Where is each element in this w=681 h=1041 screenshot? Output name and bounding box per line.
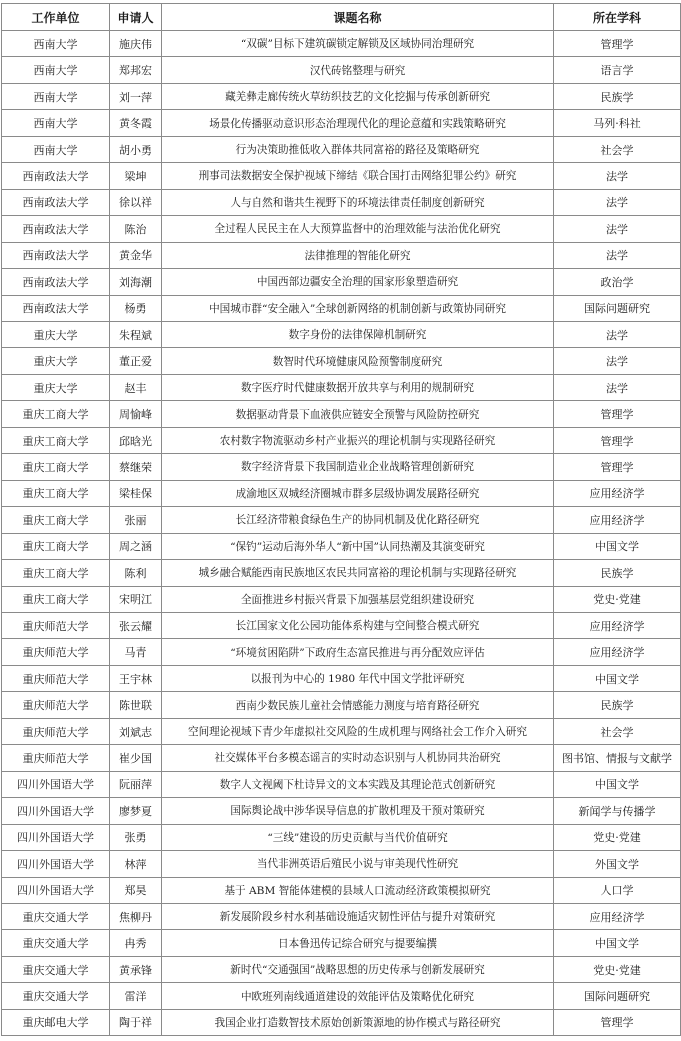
cell-applicant: 邱晗光 [110,427,162,453]
table-row [2,930,681,956]
cell-unit: 重庆交通大学 [2,903,110,929]
cell-unit: 四川外国语大学 [2,798,110,824]
cell-discipline: 政治学 [554,269,681,295]
cell-topic: 长江经济带粮食绿色生产的协同机制及优化路径研究 [162,507,554,533]
cell-discipline: 法学 [554,242,681,268]
cell-unit: 重庆邮电大学 [2,1009,110,1035]
cell-applicant: 董正爱 [110,348,162,374]
cell-discipline: 管理学 [554,427,681,453]
cell-applicant: 宋明江 [110,586,162,612]
table-row [2,956,681,982]
cell-unit: 重庆师范大学 [2,612,110,638]
table-row [2,560,681,586]
cell-topic: 藏羌彝走廊传统火草纺织技艺的文化挖掘与传承创新研究 [162,83,554,109]
cell-topic: 中国西部边疆安全治理的国家形象塑造研究 [162,269,554,295]
cell-unit: 四川外国语大学 [2,877,110,903]
cell-unit: 重庆交通大学 [2,956,110,982]
table-row [2,401,681,427]
cell-discipline: 国际问题研究 [554,295,681,321]
table-row [2,480,681,506]
cell-discipline: 法学 [554,374,681,400]
table-row [2,983,681,1009]
table-row [2,31,681,57]
table-row [2,83,681,109]
cell-applicant: 梁坤 [110,163,162,189]
cell-topic: 以报刊为中心的 1980 年代中国文学批评研究 [162,665,554,691]
table-row [2,612,681,638]
table-row [2,639,681,665]
cell-topic: 当代非洲英语后殖民小说与审美现代性研究 [162,851,554,877]
table-row [2,903,681,929]
cell-applicant: 徐以祥 [110,189,162,215]
cell-unit: 重庆交通大学 [2,930,110,956]
cell-discipline: 管理学 [554,401,681,427]
cell-applicant: 焦柳丹 [110,903,162,929]
cell-topic: 城乡融合赋能西南民族地区农民共同富裕的理论机制与实现路径研究 [162,560,554,586]
table-row [2,216,681,242]
cell-discipline: 图书馆、情报与文献学 [554,745,681,771]
cell-unit: 重庆工商大学 [2,427,110,453]
cell-topic: 全面推进乡村振兴背景下加强基层党组织建设研究 [162,586,554,612]
cell-discipline: 外国文学 [554,851,681,877]
cell-topic: “双碳”目标下建筑碳锁定解锁及区域协同治理研究 [162,31,554,57]
table-row [2,507,681,533]
cell-discipline: 中国文学 [554,533,681,559]
cell-discipline: 管理学 [554,31,681,57]
table-row [2,189,681,215]
cell-applicant: 施庆伟 [110,31,162,57]
cell-discipline: 马列·科社 [554,110,681,136]
cell-topic: “保钓”运动后海外华人“新中国”认同热潮及其演变研究 [162,533,554,559]
cell-discipline: 党史·党建 [554,586,681,612]
cell-unit: 西南政法大学 [2,163,110,189]
table-row [2,851,681,877]
cell-topic: 我国企业打造数智技术原始创新策源地的协作模式与路径研究 [162,1009,554,1035]
cell-applicant: 张勇 [110,824,162,850]
cell-unit: 重庆工商大学 [2,533,110,559]
cell-unit: 重庆大学 [2,374,110,400]
cell-unit: 重庆工商大学 [2,560,110,586]
table-row [2,295,681,321]
cell-unit: 西南政法大学 [2,295,110,321]
cell-applicant: 郑昊 [110,877,162,903]
cell-unit: 重庆师范大学 [2,692,110,718]
cell-unit: 重庆工商大学 [2,401,110,427]
project-table [1,3,681,1036]
cell-discipline: 民族学 [554,692,681,718]
cell-discipline: 民族学 [554,83,681,109]
cell-applicant: 黄承锋 [110,956,162,982]
cell-topic: 中欧班列南线通道建设的效能评估及策略优化研究 [162,983,554,1009]
table-row [2,665,681,691]
cell-unit: 西南大学 [2,110,110,136]
cell-discipline: 法学 [554,189,681,215]
table-row [2,163,681,189]
cell-discipline: 国际问题研究 [554,983,681,1009]
table-row [2,798,681,824]
cell-applicant: 周愉峰 [110,401,162,427]
cell-discipline: 语言学 [554,57,681,83]
cell-applicant: 梁桂保 [110,480,162,506]
cell-discipline: 管理学 [554,1009,681,1035]
table-row [2,427,681,453]
cell-topic: 数据驱动背景下血液供应链安全预警与风险防控研究 [162,401,554,427]
cell-topic: 数字医疗时代健康数据开放共享与利用的规制研究 [162,374,554,400]
cell-unit: 四川外国语大学 [2,851,110,877]
cell-unit: 重庆工商大学 [2,507,110,533]
cell-discipline: 法学 [554,348,681,374]
cell-applicant: 黄金华 [110,242,162,268]
cell-applicant: 陶于祥 [110,1009,162,1035]
cell-discipline: 社会学 [554,136,681,162]
cell-unit: 重庆师范大学 [2,745,110,771]
cell-topic: 新发展阶段乡村水利基础设施适灾韧性评估与提升对策研究 [162,903,554,929]
header-row [2,4,681,31]
cell-applicant: 陈利 [110,560,162,586]
cell-discipline: 法学 [554,216,681,242]
cell-discipline: 党史·党建 [554,824,681,850]
table-row [2,454,681,480]
table-row [2,877,681,903]
cell-applicant: 陈治 [110,216,162,242]
cell-topic: 刑事司法数据安全保护视域下缔结《联合国打击网络犯罪公约》研究 [162,163,554,189]
cell-unit: 重庆工商大学 [2,480,110,506]
cell-discipline: 社会学 [554,718,681,744]
table-row [2,533,681,559]
cell-applicant: 刘一萍 [110,83,162,109]
cell-unit: 重庆交通大学 [2,983,110,1009]
cell-applicant: 蔡继荣 [110,454,162,480]
cell-topic: 农村数字物流驱动乡村产业振兴的理论机制与实现路径研究 [162,427,554,453]
cell-discipline: 法学 [554,163,681,189]
table-row [2,321,681,347]
cell-topic: “三线”建设的历史贡献与当代价值研究 [162,824,554,850]
cell-topic: 法律推理的智能化研究 [162,242,554,268]
cell-unit: 重庆大学 [2,321,110,347]
cell-discipline: 民族学 [554,560,681,586]
cell-discipline: 应用经济学 [554,612,681,638]
cell-unit: 四川外国语大学 [2,771,110,797]
cell-discipline: 人口学 [554,877,681,903]
table-row [2,745,681,771]
cell-topic: 西南少数民族儿童社会情感能力测度与培育路径研究 [162,692,554,718]
cell-topic: 人与自然和谐共生视野下的环境法律责任制度创新研究 [162,189,554,215]
table-row [2,771,681,797]
cell-discipline: 应用经济学 [554,480,681,506]
table-row [2,57,681,83]
cell-discipline: 应用经济学 [554,903,681,929]
cell-topic: 社交媒体平台多模态谣言的实时动态识别与人机协同共治研究 [162,745,554,771]
cell-applicant: 雷洋 [110,983,162,1009]
cell-unit: 重庆工商大学 [2,586,110,612]
cell-topic: 汉代砖铭整理与研究 [162,57,554,83]
table-row [2,374,681,400]
cell-topic: 数字身份的法律保障机制研究 [162,321,554,347]
cell-topic: 日本鲁迅传记综合研究与提要编撰 [162,930,554,956]
cell-topic: 中国城市群“安全融入”全球创新网络的机制创新与政策协同研究 [162,295,554,321]
cell-unit: 西南政法大学 [2,269,110,295]
table-row [2,269,681,295]
cell-applicant: 冉秀 [110,930,162,956]
cell-unit: 四川外国语大学 [2,824,110,850]
table-row [2,824,681,850]
cell-applicant: 刘斌志 [110,718,162,744]
cell-topic: 全过程人民民主在人大预算监督中的治理效能与法治优化研究 [162,216,554,242]
cell-applicant: 张云耀 [110,612,162,638]
cell-applicant: 杨勇 [110,295,162,321]
cell-applicant: 刘海潮 [110,269,162,295]
cell-topic: 国际舆论战中涉华误导信息的扩散机理及干预对策研究 [162,798,554,824]
cell-applicant: 黄冬霞 [110,110,162,136]
table-row [2,110,681,136]
cell-unit: 西南大学 [2,31,110,57]
cell-applicant: 郑邦宏 [110,57,162,83]
cell-applicant: 王宇林 [110,665,162,691]
cell-topic: 数字人文视阈下杜诗异文的文本实践及其理论范式创新研究 [162,771,554,797]
cell-discipline: 应用经济学 [554,507,681,533]
cell-unit: 西南政法大学 [2,189,110,215]
cell-discipline: 新闻学与传播学 [554,798,681,824]
cell-unit: 西南政法大学 [2,242,110,268]
table-row [2,1009,681,1035]
cell-applicant: 张丽 [110,507,162,533]
cell-discipline: 中国文学 [554,665,681,691]
cell-discipline: 应用经济学 [554,639,681,665]
cell-topic: 数字经济背景下我国制造业企业战略管理创新研究 [162,454,554,480]
cell-applicant: 廖梦夏 [110,798,162,824]
cell-unit: 重庆师范大学 [2,665,110,691]
cell-unit: 重庆大学 [2,348,110,374]
cell-applicant: 林萍 [110,851,162,877]
cell-discipline: 中国文学 [554,771,681,797]
table-row [2,586,681,612]
cell-unit: 西南大学 [2,136,110,162]
cell-unit: 重庆工商大学 [2,454,110,480]
header-discipline: 所在学科 [554,4,681,31]
cell-applicant: 周之涵 [110,533,162,559]
cell-applicant: 胡小勇 [110,136,162,162]
cell-topic: 行为决策助推低收入群体共同富裕的路径及策略研究 [162,136,554,162]
header-topic: 课题名称 [162,4,554,31]
cell-unit: 西南大学 [2,83,110,109]
cell-unit: 西南大学 [2,57,110,83]
cell-applicant: 陈世联 [110,692,162,718]
cell-topic: 空间理论视域下青少年虚拟社交风险的生成机理与网络社会工作介入研究 [162,718,554,744]
header-applicant: 申请人 [110,4,162,31]
cell-topic: 长江国家文化公园功能体系构建与空间整合模式研究 [162,612,554,638]
cell-topic: 数智时代环境健康风险预警制度研究 [162,348,554,374]
cell-unit: 西南政法大学 [2,216,110,242]
table-row [2,718,681,744]
cell-discipline: 法学 [554,321,681,347]
cell-applicant: 马青 [110,639,162,665]
cell-unit: 重庆师范大学 [2,639,110,665]
table-row [2,136,681,162]
table-row [2,692,681,718]
cell-applicant: 阮丽萍 [110,771,162,797]
cell-applicant: 崔少国 [110,745,162,771]
cell-topic: 成渝地区双城经济圈城市群多层级协调发展路径研究 [162,480,554,506]
cell-topic: “环境贫困陷阱”下政府生态富民推进与再分配效应评估 [162,639,554,665]
cell-topic: 新时代“交通强国”战略思想的历史传承与创新发展研究 [162,956,554,982]
table-row [2,242,681,268]
cell-applicant: 朱程斌 [110,321,162,347]
cell-discipline: 中国文学 [554,930,681,956]
table-body [2,31,681,1036]
cell-topic: 场景化传播驱动意识形态治理现代化的理论意蕴和实践策略研究 [162,110,554,136]
header-unit: 工作单位 [2,4,110,31]
cell-topic: 基于 ABM 智能体建模的县域人口流动经济政策模拟研究 [162,877,554,903]
cell-discipline: 管理学 [554,454,681,480]
cell-applicant: 赵丰 [110,374,162,400]
cell-discipline: 党史·党建 [554,956,681,982]
cell-unit: 重庆师范大学 [2,718,110,744]
table-row [2,348,681,374]
